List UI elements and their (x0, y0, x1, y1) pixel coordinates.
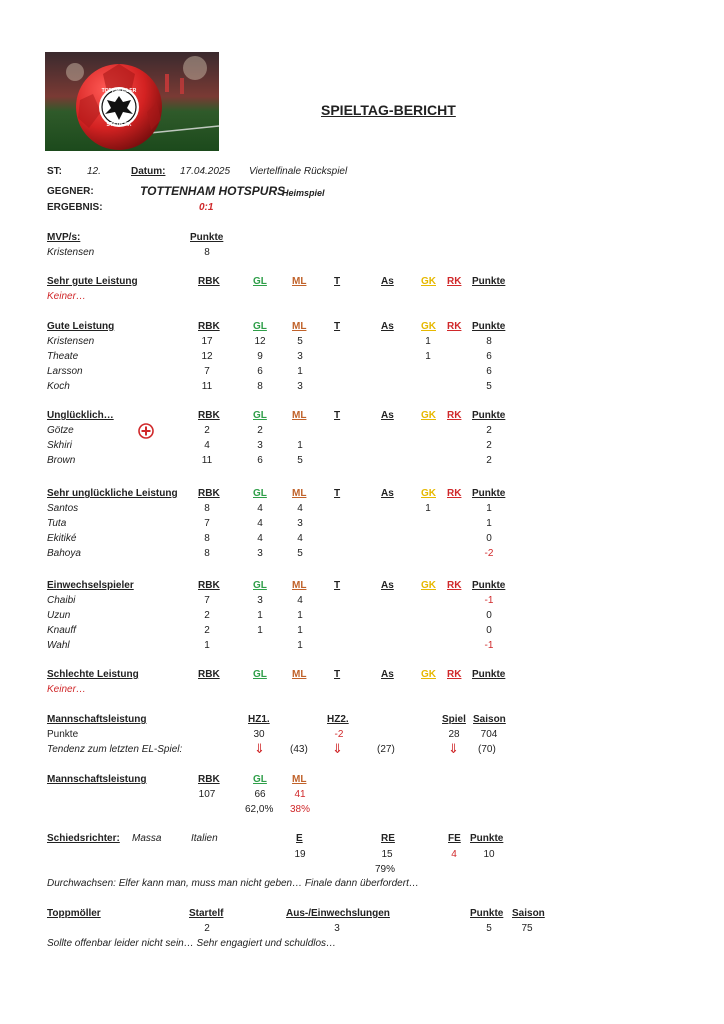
referee-pct: 79% (375, 864, 396, 875)
referee-comment: Durchwachsen: Elfer kann man, muss man nicht geben… Finale dann überfordert… (47, 878, 419, 889)
col-header-rk: RK (447, 669, 462, 680)
cell-gl: 6 (257, 455, 263, 466)
cell-punkte: 1 (486, 518, 492, 529)
col-header-rk: RK (447, 321, 462, 332)
cell-rbk: 2 (204, 625, 210, 636)
venue: Heimspiel (282, 188, 325, 198)
coach-comment: Sollte offenbar leider nicht sein… Sehr engagiert und schuldlos… (47, 938, 337, 949)
cell-gl: 2 (257, 425, 263, 436)
cell-gl: 8 (257, 381, 263, 392)
saison-value: 704 (480, 729, 498, 740)
referee-e: 19 (294, 849, 306, 860)
col-header-ml: ML (292, 321, 307, 332)
cell-rbk: 11 (201, 455, 213, 466)
referee-fe: 4 (451, 849, 457, 860)
player-name: Wahl (47, 640, 70, 651)
referee-punkte: 10 (483, 849, 495, 860)
cell-ml: 5 (297, 455, 303, 466)
coach-punkte: 5 (486, 923, 492, 934)
cell-punkte: 8 (486, 336, 492, 347)
player-name: Santos (47, 503, 79, 514)
coach-startelf: 2 (204, 923, 210, 934)
tendenz-label: Tendenz zum letzten EL-Spiel: (47, 744, 183, 755)
mvp-name: Kristensen (47, 247, 95, 258)
ergebnis-label: ERGEBNIS: (47, 202, 103, 213)
cell-ml: 4 (297, 533, 303, 544)
cell-gl: 4 (257, 518, 263, 529)
col-header-t: T (334, 488, 341, 499)
cell-ml: 1 (297, 640, 303, 651)
referee-name: Massa (132, 833, 162, 844)
referee-fe-label: FE (448, 833, 461, 844)
cell-ml: 4 (297, 595, 303, 606)
section-title-einwechsel: Einwechselspieler (47, 580, 134, 591)
cell-ml: 4 (297, 503, 303, 514)
hz1-label: HZ1. (248, 714, 270, 725)
section-title-gute: Gute Leistung (47, 321, 115, 332)
page-title: SPIELTAG-BERICHT (321, 102, 456, 118)
tendenz-hz1: (43) (290, 744, 308, 755)
section-title-ungluecklich: Unglücklich… (47, 410, 114, 421)
col-header-rbk: RBK (198, 276, 220, 287)
player-name: Skhiri (47, 440, 73, 451)
cell-rbk: 4 (204, 440, 210, 451)
cell-rbk: 7 (204, 518, 210, 529)
col-header-t: T (334, 580, 341, 591)
cell-punkte: -2 (484, 548, 494, 559)
down-arrow-icon: ⇓ (448, 741, 459, 756)
col-header-t: T (334, 410, 341, 421)
cell-gl: 4 (257, 503, 263, 514)
referee-country: Italien (191, 833, 218, 844)
referee-e-label: E (296, 833, 303, 844)
cell-rbk: 7 (204, 366, 210, 377)
col-header-gl: GL (253, 669, 267, 680)
col-header-ml: ML (292, 669, 307, 680)
hero-image (45, 52, 219, 151)
col-header-gl: GL (253, 276, 267, 287)
col-header-rk: RK (447, 488, 462, 499)
col-header-ml: ML (292, 488, 307, 499)
cell-gk: 1 (425, 351, 431, 362)
saison-label: Saison (473, 714, 506, 725)
coach-punkte-label: Punkte (470, 908, 504, 919)
cell-rbk: 8 (204, 533, 210, 544)
cell-gl: 1 (257, 610, 263, 621)
player-name: Larsson (47, 366, 83, 377)
cell-rbk: 1 (204, 640, 210, 651)
coach-startelf-label: Startelf (189, 908, 224, 919)
cell-rbk: 17 (201, 336, 213, 347)
cell-gl: 3 (257, 440, 263, 451)
col-header-rbk: RBK (198, 669, 220, 680)
col-header-rbk: RBK (198, 410, 220, 421)
datum-label: Datum: (131, 166, 166, 177)
team2-ml-label: ML (292, 774, 307, 785)
cell-rbk: 2 (204, 610, 210, 621)
cell-gl: 9 (257, 351, 263, 362)
tendenz-spiel: (70) (478, 744, 496, 755)
col-header-gl: GL (253, 410, 267, 421)
team-punkte-label: Punkte (47, 729, 79, 740)
team2-ml-pct: 38% (290, 804, 311, 815)
team2-rbk-label: RBK (198, 774, 220, 785)
hz1-value: 30 (253, 729, 265, 740)
col-header-gl: GL (253, 488, 267, 499)
cell-gk: 1 (425, 336, 431, 347)
col-header-punkte: Punkte (472, 276, 506, 287)
gegner-label: GEGNER: (47, 186, 94, 197)
hz2-label: HZ2. (327, 714, 349, 725)
cell-rbk: 7 (204, 595, 210, 606)
cell-ml: 1 (297, 440, 303, 451)
section-title-sehr_ungluecklich: Sehr unglückliche Leistung (47, 488, 178, 499)
cell-ml: 3 (297, 381, 303, 392)
col-header-ml: ML (292, 276, 307, 287)
cell-punkte: 0 (486, 533, 492, 544)
col-header-t: T (334, 276, 341, 287)
st-label: ST: (47, 166, 62, 177)
col-header-ml: ML (292, 580, 307, 591)
mvp-label: MVP/s: (47, 232, 81, 243)
empty-note: Keiner… (47, 291, 86, 302)
cell-punkte: -1 (484, 640, 494, 651)
cell-punkte: 6 (486, 351, 492, 362)
cell-gl: 4 (257, 533, 263, 544)
col-header-gk: GK (421, 276, 436, 287)
col-header-as: As (381, 488, 394, 499)
col-header-gl: GL (253, 580, 267, 591)
col-header-rk: RK (447, 580, 462, 591)
cell-punkte: 5 (486, 381, 492, 392)
col-header-punkte: Punkte (472, 669, 506, 680)
team2-gl: 66 (254, 789, 266, 800)
player-name: Tuta (47, 518, 67, 529)
cell-ml: 5 (297, 548, 303, 559)
cell-ml: 1 (297, 610, 303, 621)
cell-gl: 12 (254, 336, 266, 347)
col-header-gk: GK (421, 488, 436, 499)
tendenz-hz2: (27) (377, 744, 395, 755)
referee-re-label: RE (381, 833, 395, 844)
datum-value: 17.04.2025 (180, 166, 231, 177)
svg-text:STATISTIK: STATISTIK (106, 122, 132, 128)
section-title-sehr_gute: Sehr gute Leistung (47, 276, 138, 287)
gegner-value: TOTTENHAM HOTSPURS (140, 184, 286, 198)
col-header-rbk: RBK (198, 321, 220, 332)
col-header-rk: RK (447, 276, 462, 287)
player-name: Ekitiké (47, 533, 77, 544)
cell-gl: 3 (257, 595, 263, 606)
empty-note: Keiner… (47, 684, 86, 695)
player-name: Bahoya (47, 548, 81, 559)
team2-ml: 41 (294, 789, 306, 800)
st-value: 12. (87, 166, 101, 177)
team2-gl-label: GL (253, 774, 267, 785)
col-header-punkte: Punkte (472, 580, 506, 591)
down-arrow-icon: ⇓ (254, 741, 265, 756)
referee-label: Schiedsrichter: (47, 833, 120, 844)
coach-wechsel: 3 (334, 923, 340, 934)
col-header-as: As (381, 580, 394, 591)
col-header-rbk: RBK (198, 488, 220, 499)
player-name: Knauff (47, 625, 76, 636)
col-header-t: T (334, 321, 341, 332)
cell-punkte: -1 (484, 595, 494, 606)
cell-punkte: 1 (486, 503, 492, 514)
player-name: Theate (47, 351, 79, 362)
col-header-ml: ML (292, 410, 307, 421)
cell-punkte: 0 (486, 610, 492, 621)
cell-punkte: 6 (486, 366, 492, 377)
mvp-points-label: Punkte (190, 232, 224, 243)
team2-gl-pct: 62,0% (245, 804, 274, 815)
cell-rbk: 2 (204, 425, 210, 436)
mvp-points: 8 (204, 247, 210, 258)
col-header-as: As (381, 410, 394, 421)
col-header-gl: GL (253, 321, 267, 332)
player-name: Brown (47, 455, 76, 466)
coach-saison: 75 (521, 923, 533, 934)
referee-re: 15 (381, 849, 393, 860)
cell-ml: 3 (297, 518, 303, 529)
col-header-rbk: RBK (198, 580, 220, 591)
down-arrow-icon: ⇓ (332, 741, 343, 756)
team-title-2: Mannschaftsleistung (47, 774, 147, 785)
cell-gl: 1 (257, 625, 263, 636)
col-header-gk: GK (421, 321, 436, 332)
cell-ml: 5 (297, 336, 303, 347)
cell-ml: 1 (297, 366, 303, 377)
cell-ml: 3 (297, 351, 303, 362)
coach-wechsel-label: Aus-/Einwechslungen (286, 908, 390, 919)
referee-punkte-label: Punkte (470, 833, 504, 844)
col-header-as: As (381, 276, 394, 287)
hz2-value: -2 (334, 729, 344, 740)
cell-ml: 1 (297, 625, 303, 636)
cell-punkte: 2 (486, 455, 492, 466)
spiel-label: Spiel (442, 714, 466, 725)
col-header-punkte: Punkte (472, 488, 506, 499)
col-header-punkte: Punkte (472, 321, 506, 332)
team-title-1: Mannschaftsleistung (47, 714, 147, 725)
col-header-t: T (334, 669, 341, 680)
col-header-punkte: Punkte (472, 410, 506, 421)
coach-saison-label: Saison (512, 908, 545, 919)
red-cross-circle-icon (138, 423, 154, 443)
cell-gl: 6 (257, 366, 263, 377)
cell-gl: 3 (257, 548, 263, 559)
cell-punkte: 2 (486, 440, 492, 451)
match-type: Viertelfinale Rückspiel (249, 166, 348, 177)
team2-rbk: 107 (198, 789, 216, 800)
cell-rbk: 8 (204, 503, 210, 514)
col-header-gk: GK (421, 669, 436, 680)
player-name: Chaibi (47, 595, 76, 606)
cell-rbk: 8 (204, 548, 210, 559)
player-name: Koch (47, 381, 70, 392)
player-name: Götze (47, 425, 74, 436)
player-name: Uzun (47, 610, 71, 621)
player-name: Kristensen (47, 336, 95, 347)
col-header-gk: GK (421, 410, 436, 421)
coach-label: Toppmöller (47, 908, 101, 919)
section-title-schlechte: Schlechte Leistung (47, 669, 139, 680)
svg-text:TOPPMÖLLER: TOPPMÖLLER (101, 88, 137, 94)
col-header-rk: RK (447, 410, 462, 421)
cell-rbk: 11 (201, 381, 213, 392)
col-header-as: As (381, 669, 394, 680)
cell-punkte: 2 (486, 425, 492, 436)
cell-rbk: 12 (201, 351, 213, 362)
col-header-as: As (381, 321, 394, 332)
spiel-value: 28 (448, 729, 460, 740)
ergebnis-value: 0:1 (199, 202, 214, 213)
col-header-gk: GK (421, 580, 436, 591)
cell-gk: 1 (425, 503, 431, 514)
cell-punkte: 0 (486, 625, 492, 636)
